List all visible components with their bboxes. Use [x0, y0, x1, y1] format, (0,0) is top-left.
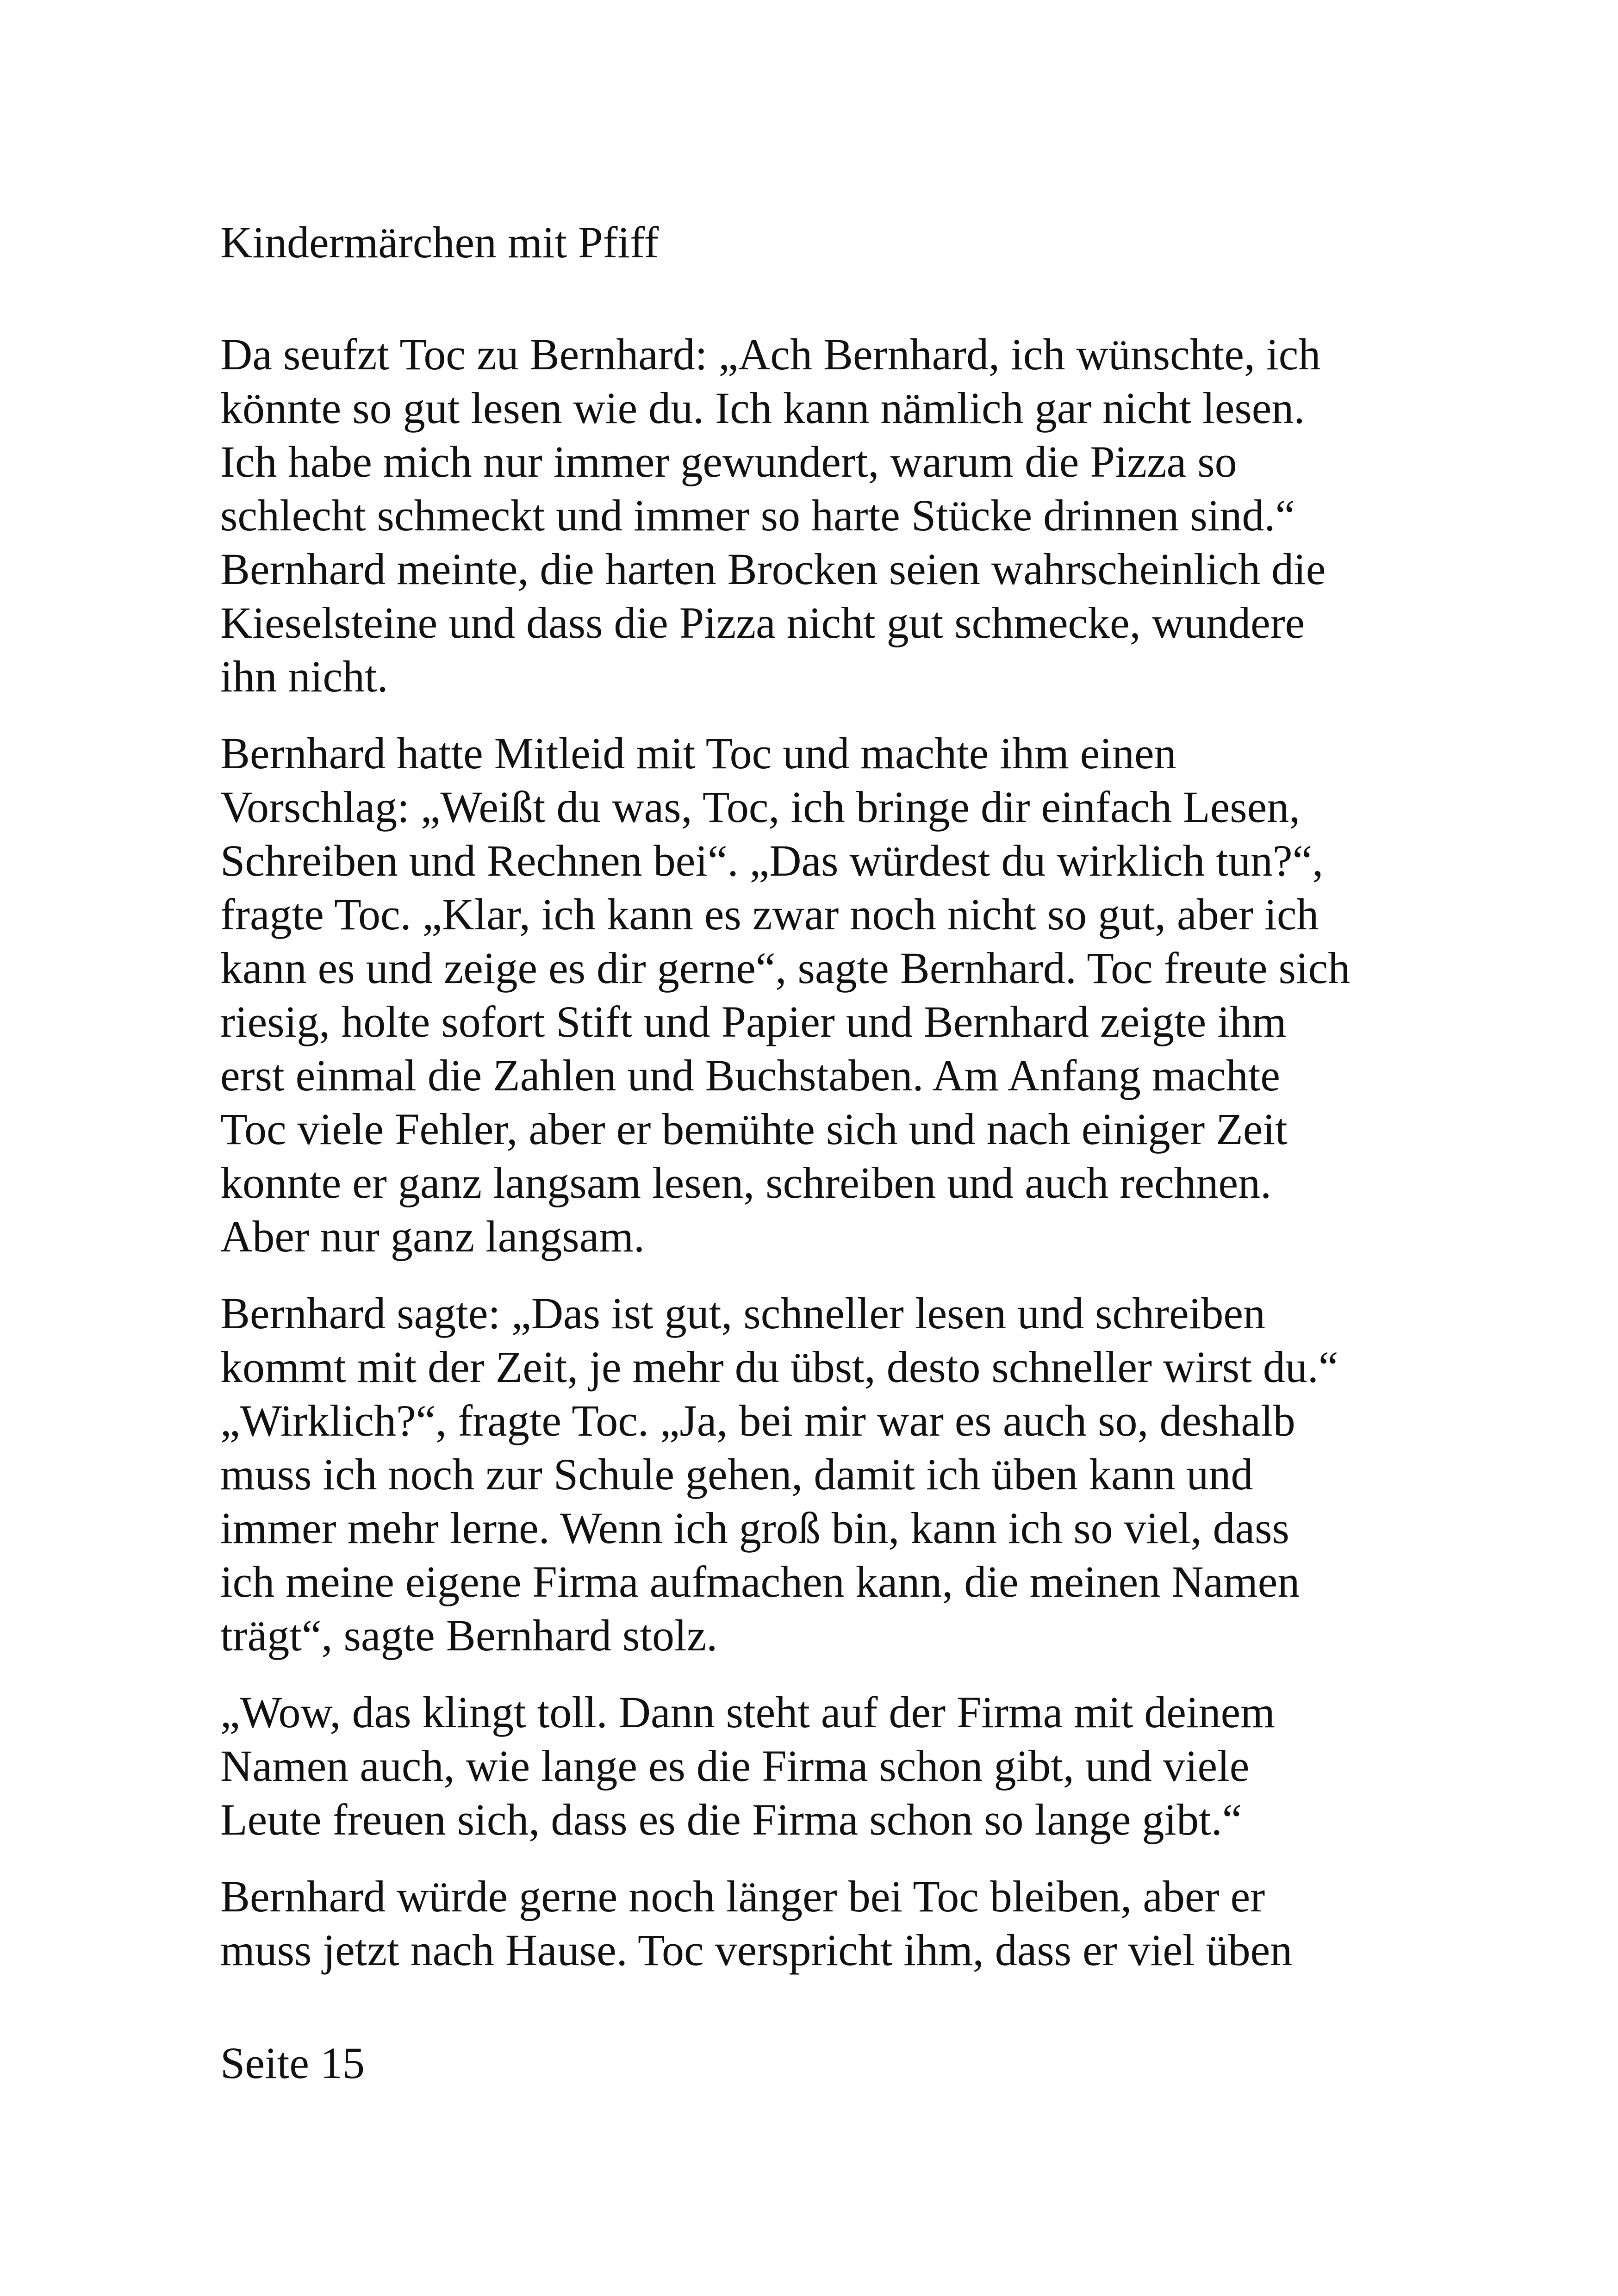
text-line: Bernhard sagte: „Das ist gut, schneller lesen und schreiben: [220, 1288, 1265, 1338]
paragraph: [220, 1870, 1424, 1977]
text-line: Bernhard hatte Mitleid mit Toc und machte ihm einen: [220, 728, 1176, 778]
text-line: Da seufzt Toc zu Bernhard: „Ach Bernhard, ich wünschte, ich: [220, 330, 1321, 379]
paragraph: [220, 1686, 1424, 1847]
text-line: könnte so gut lesen wie du. Ich kann nämlich gar nicht lesen.: [220, 383, 1305, 433]
text-line: muss jetzt nach Hause. Toc verspricht ihm, dass er viel üben: [220, 1925, 1293, 1975]
text-line: Namen auch, wie lange es die Firma schon gibt, und viele: [220, 1741, 1250, 1791]
text-line: „Wirklich?“, fragte Toc. „Ja, bei mir war es auch so, deshalb: [220, 1396, 1295, 1445]
text-line: „Wow, das klingt toll. Dann steht auf der Firma mit deinem: [220, 1687, 1275, 1737]
text-line: Aber nur ganz langsam.: [220, 1212, 645, 1261]
text-line: schlecht schmeckt und immer so harte Stücke drinnen sind.“: [220, 491, 1295, 540]
text-line: kann es und zeige es dir gerne“, sagte Bernhard. Toc freute sich: [220, 943, 1350, 993]
paragraph: [220, 727, 1424, 1263]
text-line: Schreiben und Rechnen bei“. „Das würdest du wirklich tun?“,: [220, 836, 1324, 885]
text-line: Toc viele Fehler, aber er bemühte sich und nach einiger Zeit: [220, 1104, 1288, 1154]
text-line: Bernhard würde gerne noch länger bei Toc bleiben, aber er: [220, 1872, 1265, 1921]
text-line: muss ich noch zur Schule gehen, damit ich üben kann und: [220, 1450, 1253, 1499]
page-header-title: Kindermärchen mit Pfiff: [220, 218, 659, 267]
page-number: Seite 15: [220, 2038, 365, 2088]
text-line: kommt mit der Zeit, je mehr du übst, desto schneller wirst du.“: [220, 1342, 1338, 1392]
text-line: ich meine eigene Firma aufmachen kann, die meinen Namen: [220, 1557, 1300, 1606]
text-line: Kieselsteine und dass die Pizza nicht gut schmecke, wundere: [220, 598, 1305, 647]
text-line: Leute freuen sich, dass es die Firma schon so lange gibt.“: [220, 1795, 1242, 1844]
text-line: Vorschlag: „Weißt du was, Toc, ich bringe dir einfach Lesen,: [220, 782, 1301, 832]
text-line: Ich habe mich nur immer gewundert, warum die Pizza so: [220, 437, 1237, 486]
text-line: riesig, holte sofort Stift und Papier und Bernhard zeigte ihm: [220, 997, 1287, 1046]
paragraph: [220, 328, 1424, 703]
paragraph: [220, 1287, 1424, 1662]
text-line: erst einmal die Zahlen und Buchstaben. Am Anfang machte: [220, 1051, 1281, 1100]
story-body: [220, 328, 1424, 2000]
text-line: ihn nicht.: [220, 652, 388, 701]
text-line: fragte Toc. „Klar, ich kann es zwar noch nicht so gut, aber ich: [220, 890, 1319, 939]
text-line: konnte er ganz langsam lesen, schreiben und auch rechnen.: [220, 1158, 1272, 1207]
text-line: Bernhard meinte, die harten Brocken seien wahrscheinlich die: [220, 544, 1326, 594]
text-line: trägt“, sagte Bernhard stolz.: [220, 1611, 718, 1660]
text-line: immer mehr lerne. Wenn ich groß bin, kann ich so viel, dass: [220, 1503, 1289, 1553]
